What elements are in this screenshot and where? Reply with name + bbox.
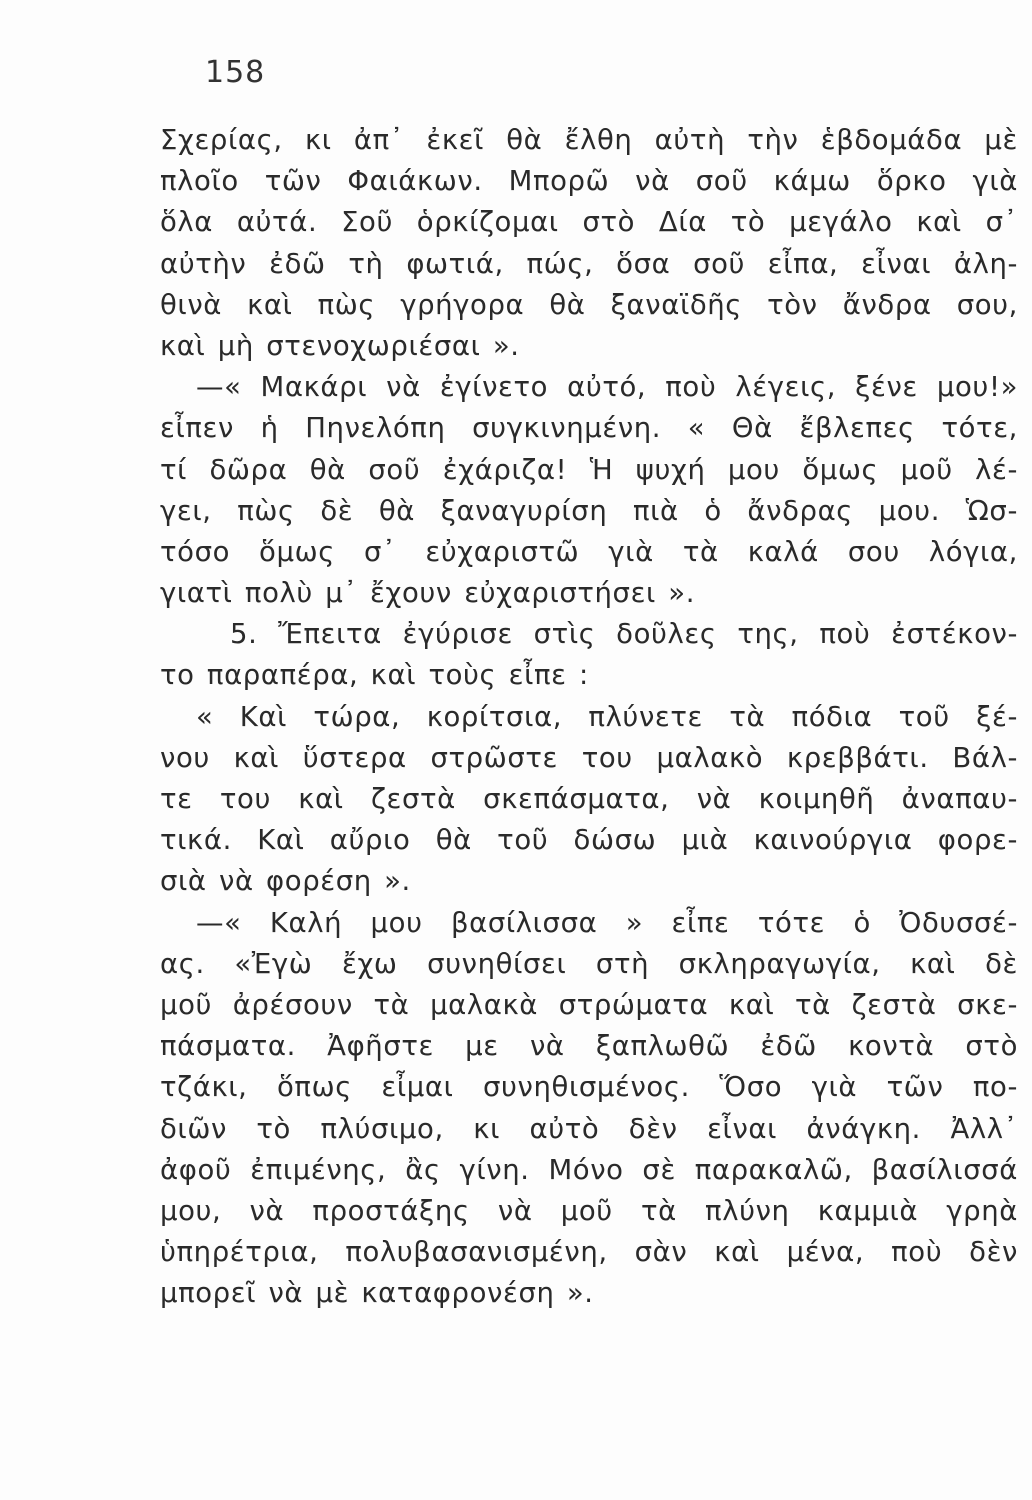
text-line: νου καὶ ὕστερα στρῶστε του μαλακὸ κρεββάτι. Βάλ- xyxy=(160,741,1018,774)
text-line: θινὰ καὶ πὼς γρήγορα θὰ ξαναϊδῆς τὸν ἄνδρα σου, xyxy=(160,288,1018,321)
text-line: αὐτὴν ἐδῶ τὴ φωτιά, πώς, ὅσα σοῦ εἶπα, εἶναι ἀλη- xyxy=(160,247,1018,280)
text-line: εἶπεν ἡ Πηνελόπη συγκινημένη. « Θὰ ἔβλεπες τότε, xyxy=(160,412,1018,445)
text-line: —« Καλή μου βασίλισσα » εἶπε τότε ὁ Ὀδυσσέ- xyxy=(196,906,1018,939)
text-line: μπορεῖ νὰ μὲ καταφρονέση ». xyxy=(160,1277,594,1310)
text-line: 5. Ἔπειτα ἐγύρισε στὶς δοῦλες της, ποὺ ἐστέκον- xyxy=(230,618,1018,651)
text-line: τόσο ὅμως σ᾽ εὐχαριστῶ γιὰ τὰ καλά σου λόγια, xyxy=(160,535,1018,568)
text-line: πάσματα. Ἀφῆστε με νὰ ξαπλωθῶ ἐδῶ κοντὰ στὸ xyxy=(160,1030,1018,1063)
text-line: μοῦ ἀρέσουν τὰ μαλακὰ στρώματα καὶ τὰ ζεστὰ σκε- xyxy=(160,988,1018,1021)
text-line: ὅλα αὐτά. Σοῦ ὁρκίζομαι στὸ Δία τὸ μεγάλο καὶ σ᾽ xyxy=(160,206,1018,239)
text-line: πλοῖο τῶν Φαιάκων. Μπορῶ νὰ σοῦ κάμω ὅρκο γιὰ xyxy=(160,165,1018,198)
text-line: τζάκι, ὅπως εἶμαι συνηθισμένος. Ὅσο γιὰ τῶν πο- xyxy=(160,1071,1018,1104)
text-line: ας. «Ἐγὼ ἔχω συνηθίσει στὴ σκληραγωγία, καὶ δὲ xyxy=(160,947,1018,980)
text-line: διῶν τὸ πλύσιμο, κι αὐτὸ δὲν εἶναι ἀνάγκη. Ἀλλ᾽ xyxy=(160,1112,1018,1145)
text-line: Σχερίας, κι ἀπ᾽ ἐκεῖ θὰ ἔλθη αὐτὴ τὴν ἑβδομάδα μὲ xyxy=(160,124,1018,156)
text-line: γει, πὼς δὲ θὰ ξαναγυρίση πιὰ ὁ ἄνδρας μου. Ὡσ- xyxy=(160,494,1018,527)
text-line: ἀφοῦ ἐπιμένης, ἂς γίνη. Μόνο σὲ παρακαλῶ, βασίλισσά xyxy=(160,1153,1018,1186)
text-line: —« Μακάρι νὰ ἐγίνετο αὐτό, ποὺ λέγεις, ξένε μου!» xyxy=(196,371,1018,404)
text-line: τί δῶρα θὰ σοῦ ἐχάριζα! Ἡ ψυχή μου ὅμως μοῦ λέ- xyxy=(160,453,1018,486)
text-line: « Καὶ τώρα, κορίτσια, πλύνετε τὰ πόδια τοῦ ξέ- xyxy=(196,700,1018,733)
text-line: καὶ μὴ στενοχωριέσαι ». xyxy=(160,329,520,362)
text-line: τικά. Καὶ αὔριο θὰ τοῦ δώσω μιὰ καινούργια φορε- xyxy=(160,824,1018,857)
text-line: γιατὶ πολὺ μ᾽ ἔχουν εὐχαριστήσει ». xyxy=(160,577,696,610)
text-line: ὑπηρέτρια, πολυβασανισμένη, σὰν καὶ μένα, ποὺ δὲν xyxy=(160,1236,1018,1269)
body-text xyxy=(160,120,1018,1314)
text-line: σιὰ νὰ φορέση ». xyxy=(160,865,411,898)
text-line: τε του καὶ ζεστὰ σκεπάσματα, νὰ κοιμηθῆ ἀναπαυ- xyxy=(160,783,1018,815)
text-line: το παραπέρα, καὶ τοὺς εἶπε : xyxy=(160,659,589,692)
page-number: 158 xyxy=(205,55,266,90)
text-line: μου, νὰ προστάξης νὰ μοῦ τὰ πλύνη καμμιὰ γρηὰ xyxy=(160,1194,1018,1227)
